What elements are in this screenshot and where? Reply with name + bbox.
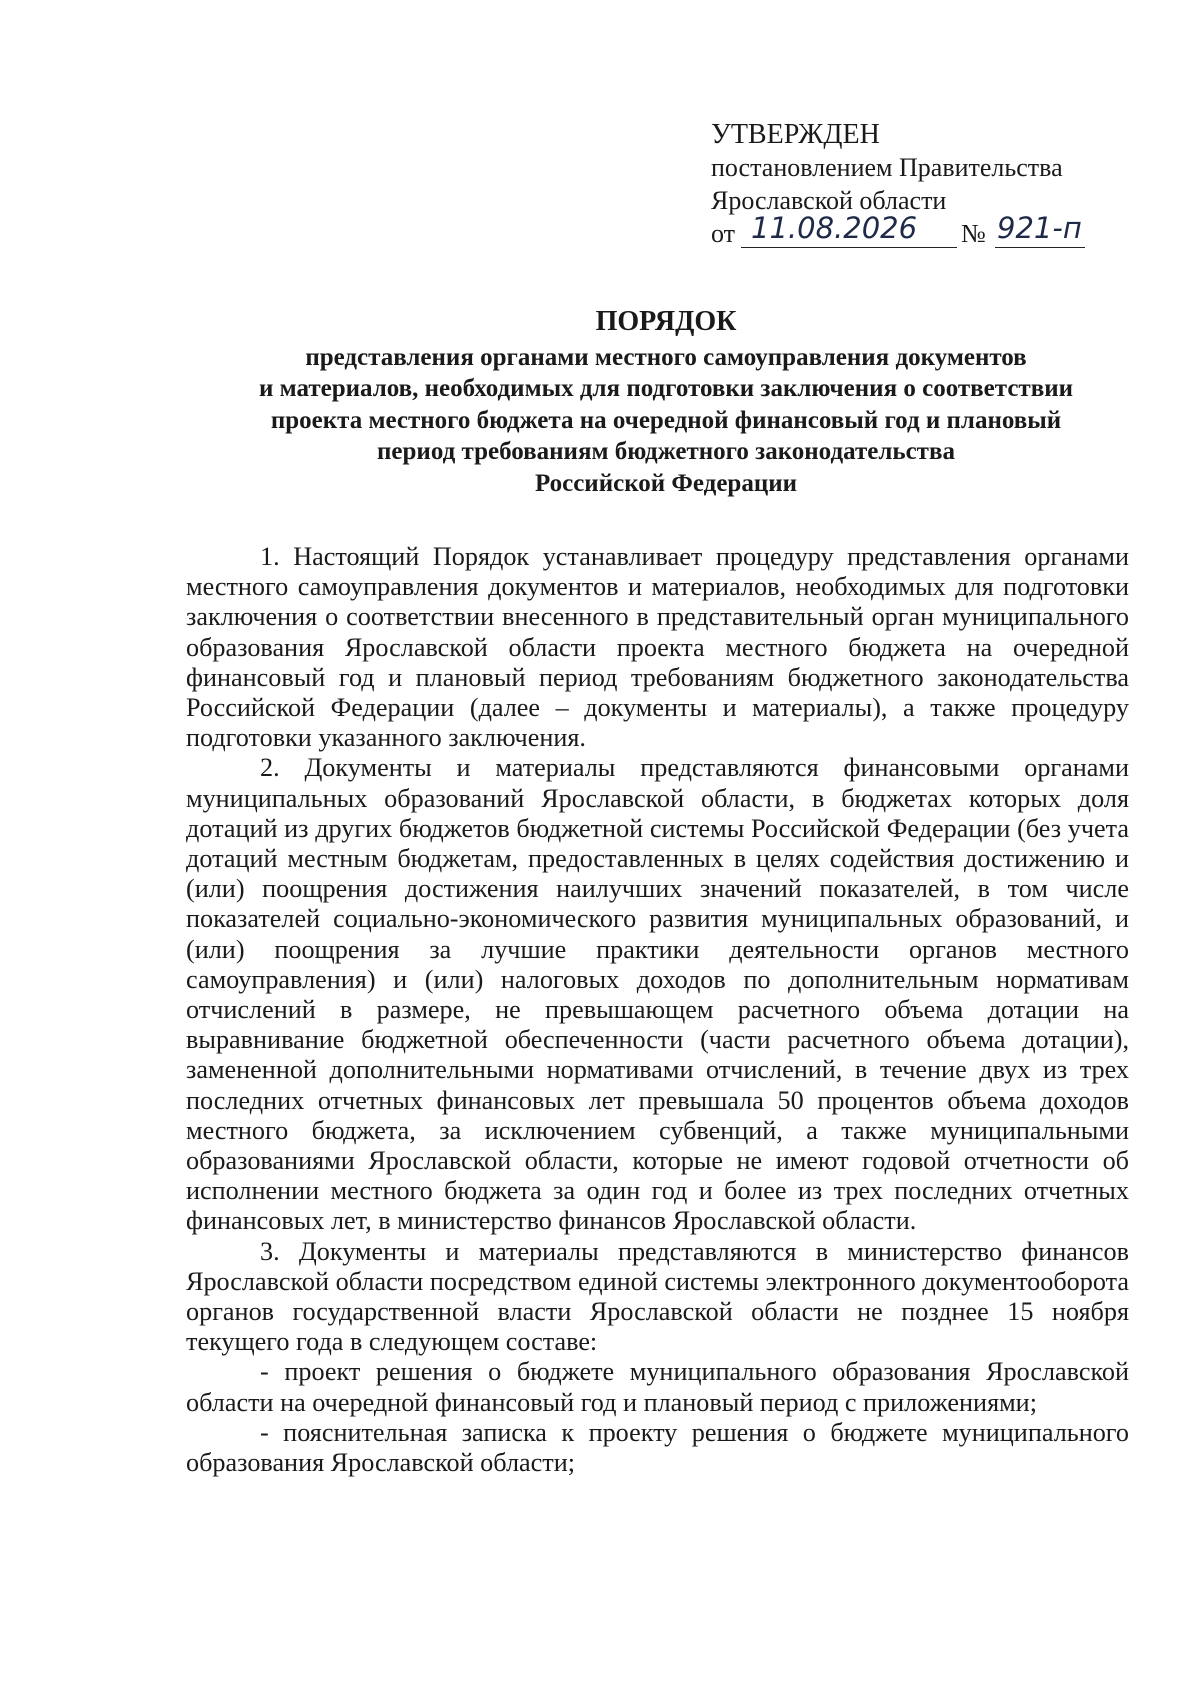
title-line-4: период требованиям бюджетного законодательства	[377, 438, 955, 465]
list-item-explanatory-note: - пояснительная записка к проекту решения о бюджете муниципального образования Ярославской области;	[186, 1417, 1129, 1478]
number-underline	[995, 247, 1085, 248]
approval-line-1: постановлением Правительства	[711, 153, 1063, 182]
number-prefix: №	[961, 219, 986, 248]
approval-stamp	[711, 118, 1151, 253]
document-body	[186, 542, 1129, 1478]
date-prefix: от	[711, 219, 736, 248]
approval-line-2: Ярославской области	[711, 186, 947, 215]
paragraph-1: 1. Настоящий Порядок устанавливает процедуру представления органами местного самоуправления документов и материалов, необходимых для подготовки заключения о соответствии внесенного в представительный орган муниципального образования Ярославской области проекта местного бюджета на очередной финансовый год и плановый период требованиям бюджетного законодательства Российской Федерации (далее – документы и материалы), а также процедуру подготовки указанного заключения.	[186, 542, 1129, 753]
approval-date-number-row	[711, 211, 1151, 253]
list-item-draft-decision: - проект решения о бюджете муниципального образования Ярославской области на очередной финансовый год и плановый период с приложениями;	[186, 1357, 1129, 1417]
title-line-1: представления органами местного самоуправления документов	[305, 343, 1027, 371]
title-line-3: проекта местного бюджета на очередной финансовый год и плановый	[270, 406, 1062, 434]
date-value: 11.08.2026	[751, 211, 918, 245]
paragraph-2: 2. Документы и материалы представляются финансовыми органами муниципальных образований Ярославской области, в бюджетах которых доля дотаций из других бюджетов бюджетной системы Российской Федерации (без учета дотаций местным бюджетам, предоставленных в целях содействия достижению и (или) поощрения достижения наилучших значений показателей, в том числе показателей социально-экономического развития муниципальных образований, и (или) поощрения за лучшие практики деятельности органов местного самоуправления) и (или) налоговых доходов по дополнительным нормативам отчислений в размере, не превышающем расчетного объема дотации на выравнивание бюджетной обеспеченности (части расчетного объема дотации), замененной дополнительными нормативами отчислений, в течение двух из трех последних отчетных финансовых лет превышала 50 процентов объема доходов местного бюджета, за исключением субвенций, а также муниципальными образованиями Ярославской области, которые не имеют годовой отчетности об исполнении местного бюджета за один год и более из трех последних отчетных финансовых лет, в министерство финансов Ярославской области.	[186, 753, 1129, 1236]
title-line-5: Российской Федерации	[534, 469, 798, 497]
paragraph-3: 3. Документы и материалы представляются в министерство финансов Ярославской области посредством единой системы электронного документооборота органов государственной власти Ярославской области не позднее 15 ноября текущего года в следующем составе:	[186, 1236, 1129, 1357]
document-title	[186, 306, 1146, 499]
title-main: ПОРЯДОК	[595, 306, 737, 337]
title-line-2: и материалов, необходимых для подготовки заключения о соответствии	[258, 375, 1074, 402]
date-underline	[741, 247, 957, 248]
number-value: 921-п	[997, 211, 1082, 245]
approval-heading: УТВЕРЖДЕН	[711, 119, 880, 150]
